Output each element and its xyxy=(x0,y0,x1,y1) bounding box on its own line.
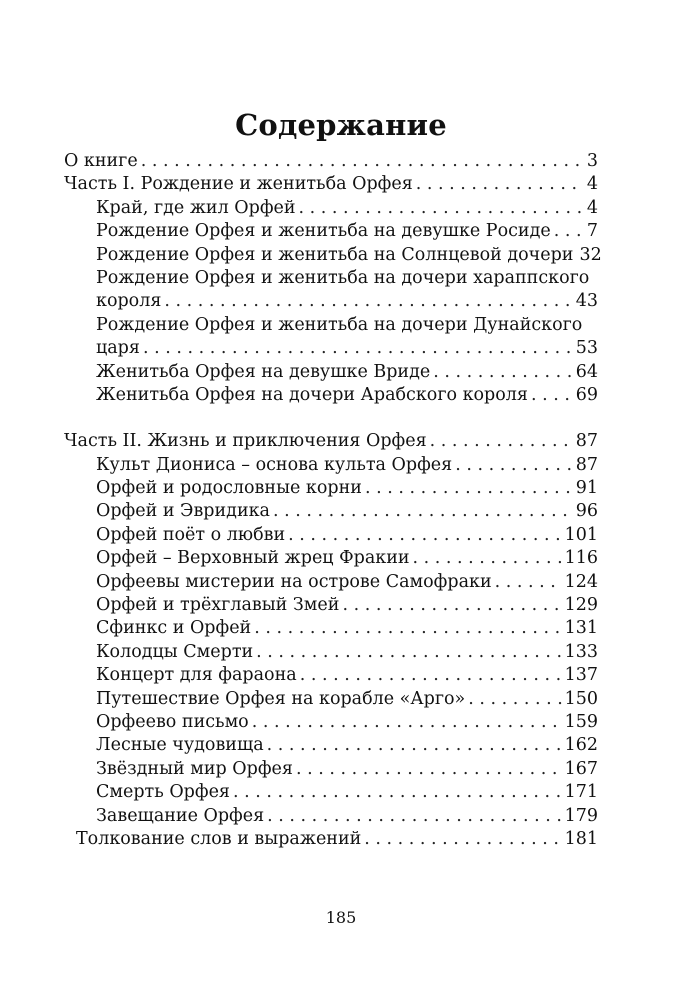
toc-entry-page: 7 xyxy=(586,221,598,242)
toc-entry[interactable] xyxy=(64,641,598,664)
toc-entry[interactable] xyxy=(64,664,598,687)
toc-entry-label: Толкование слов и выражений xyxy=(76,828,362,849)
toc-entry-line2[interactable] xyxy=(64,290,598,313)
toc-entry-label: Рождение Орфея и женитьба на Солнцевой дочери xyxy=(96,244,574,265)
toc-entry-page: 116 xyxy=(564,548,598,569)
toc-entry[interactable] xyxy=(64,197,598,220)
toc-entry-page: 43 xyxy=(575,291,598,312)
toc-entry-label: короля xyxy=(96,291,162,312)
toc-entry-label: Сфинкс и Орфей xyxy=(96,618,252,639)
toc-entry[interactable] xyxy=(64,384,598,407)
toc-entry-label: Край, где жил Орфей xyxy=(96,197,296,218)
toc-entry-label: Путешествие Орфея на корабле «Арго» xyxy=(96,688,466,709)
toc-part2-heading[interactable] xyxy=(64,430,598,453)
toc-entry-label: царя xyxy=(96,338,140,359)
toc-entry[interactable] xyxy=(64,220,598,243)
toc-entry-label: Орфей и родословные корни xyxy=(96,478,362,499)
page-number: 185 xyxy=(325,908,357,927)
toc-entry-glossary[interactable] xyxy=(64,828,598,851)
toc-entry[interactable] xyxy=(64,805,598,828)
toc-entry-page: 69 xyxy=(575,384,598,405)
toc-entry-page: 96 xyxy=(575,501,598,522)
dot-leader xyxy=(455,454,573,477)
toc-entry-page: 87 xyxy=(575,431,598,452)
toc-entry-label: Концерт для фараона xyxy=(96,665,297,686)
toc-entry-page: 181 xyxy=(564,828,598,849)
toc-part1-heading[interactable] xyxy=(64,173,598,196)
toc-entry-label: Рождение Орфея и женитьба на дочери Дунайского xyxy=(96,314,583,335)
toc-entry-page: 131 xyxy=(564,618,598,639)
toc-entry-label: Культ Диониса – основа культа Орфея xyxy=(96,454,453,475)
toc-entry[interactable] xyxy=(64,524,598,547)
toc-entry-label: Лесные чудовища xyxy=(96,735,264,756)
toc-entry[interactable] xyxy=(64,734,598,757)
toc-entry-page: 4 xyxy=(586,197,598,218)
dot-leader xyxy=(433,361,573,384)
dot-leader xyxy=(495,571,562,594)
dot-leader xyxy=(254,617,561,640)
toc-entry-label: Звёздный мир Орфея xyxy=(96,758,293,779)
toc-entry[interactable] xyxy=(64,688,598,711)
toc-entry-page: 64 xyxy=(575,361,598,382)
toc-entry-page: 162 xyxy=(564,735,598,756)
section-gap xyxy=(64,407,598,430)
toc-entry-label: Орфей и Эвридика xyxy=(96,501,270,522)
toc-entry[interactable] xyxy=(64,244,602,267)
toc-entry-page: 137 xyxy=(564,665,598,686)
toc-entry-label: Орфеевы мистерии на острове Самофраки xyxy=(96,571,492,592)
toc-entry-label: Смерть Орфея xyxy=(96,782,230,803)
toc-entry-page: 3 xyxy=(586,151,598,171)
toc-entry[interactable] xyxy=(64,454,598,477)
dot-leader xyxy=(164,290,572,313)
toc-entry[interactable] xyxy=(64,477,598,500)
toc-entry-page: 32 xyxy=(579,244,602,265)
toc-entry-page: 124 xyxy=(564,571,598,592)
toc-entry-page: 53 xyxy=(575,338,598,359)
toc-entry[interactable] xyxy=(64,547,598,570)
toc-entry-page: 150 xyxy=(564,688,598,709)
toc-entry[interactable] xyxy=(64,781,598,804)
toc-entry-page: 91 xyxy=(575,478,598,499)
toc-entry[interactable] xyxy=(64,617,598,640)
toc-entry-about[interactable] xyxy=(64,150,598,173)
toc-entry-label: Женитьба Орфея на девушке Вриде xyxy=(96,361,431,382)
table-of-contents xyxy=(64,150,602,851)
dot-leader xyxy=(233,781,562,804)
toc-entry-label: О книге xyxy=(64,151,138,171)
dot-leader xyxy=(468,688,561,711)
dot-leader xyxy=(531,384,573,407)
toc-entry-page: 159 xyxy=(564,711,598,732)
toc-part-label: Часть I. Рождение и женитьба Орфея xyxy=(64,174,413,195)
toc-entry[interactable] xyxy=(64,571,598,594)
toc-part-label: Часть II. Жизнь и приключения Орфея xyxy=(64,431,427,452)
toc-entry-page: 87 xyxy=(575,454,598,475)
toc-entry-page: 133 xyxy=(564,641,598,662)
dot-leader xyxy=(141,150,584,173)
dot-leader xyxy=(299,197,584,220)
dot-leader xyxy=(342,594,561,617)
toc-entry-label: Орфей – Верховный жрец Фракии xyxy=(96,548,410,569)
toc-entry-label: Орфей и трёхглавый Змей xyxy=(96,595,340,616)
toc-entry-label: Колодцы Смерти xyxy=(96,641,254,662)
dot-leader xyxy=(296,758,562,781)
toc-entry-label: Орфей поёт о любви xyxy=(96,524,286,545)
toc-entry-page: 4 xyxy=(586,174,598,195)
dot-leader xyxy=(143,337,573,360)
dot-leader xyxy=(273,500,573,523)
toc-entry-label: Орфеево письмо xyxy=(96,711,249,732)
dot-leader xyxy=(256,641,561,664)
dot-leader xyxy=(364,828,561,851)
toc-entry[interactable] xyxy=(64,758,598,781)
dot-leader xyxy=(252,711,562,734)
toc-entry-label: Завещание Орфея xyxy=(96,805,265,826)
dot-leader xyxy=(416,173,584,196)
toc-entry-line2[interactable] xyxy=(64,337,598,360)
dot-leader xyxy=(430,430,573,453)
toc-entry-page: 167 xyxy=(564,758,598,779)
toc-entry-line1[interactable] xyxy=(64,314,598,337)
toc-entry[interactable] xyxy=(64,594,598,617)
dot-leader xyxy=(267,805,561,828)
toc-entry-line1[interactable] xyxy=(64,267,598,290)
dot-leader xyxy=(267,734,562,757)
dot-leader xyxy=(288,524,561,547)
toc-entry-page: 101 xyxy=(564,524,598,545)
toc-entry-page: 171 xyxy=(564,782,598,803)
dot-leader xyxy=(413,547,562,570)
dot-leader xyxy=(365,477,573,500)
toc-entry[interactable] xyxy=(64,711,598,734)
toc-entry[interactable] xyxy=(64,361,598,384)
page-title: Содержание xyxy=(235,108,447,142)
toc-entry-label: Рождение Орфея и женитьба на девушке Росиде xyxy=(96,221,551,242)
toc-entry-page: 129 xyxy=(564,595,598,616)
toc-entry-label: Рождение Орфея и женитьба на дочери хараппского xyxy=(96,267,590,288)
dot-leader xyxy=(300,664,562,687)
toc-entry-page: 179 xyxy=(564,805,598,826)
dot-leader xyxy=(554,220,584,243)
toc-entry[interactable] xyxy=(64,500,598,523)
toc-entry-label: Женитьба Орфея на дочери Арабского короля xyxy=(96,384,528,405)
